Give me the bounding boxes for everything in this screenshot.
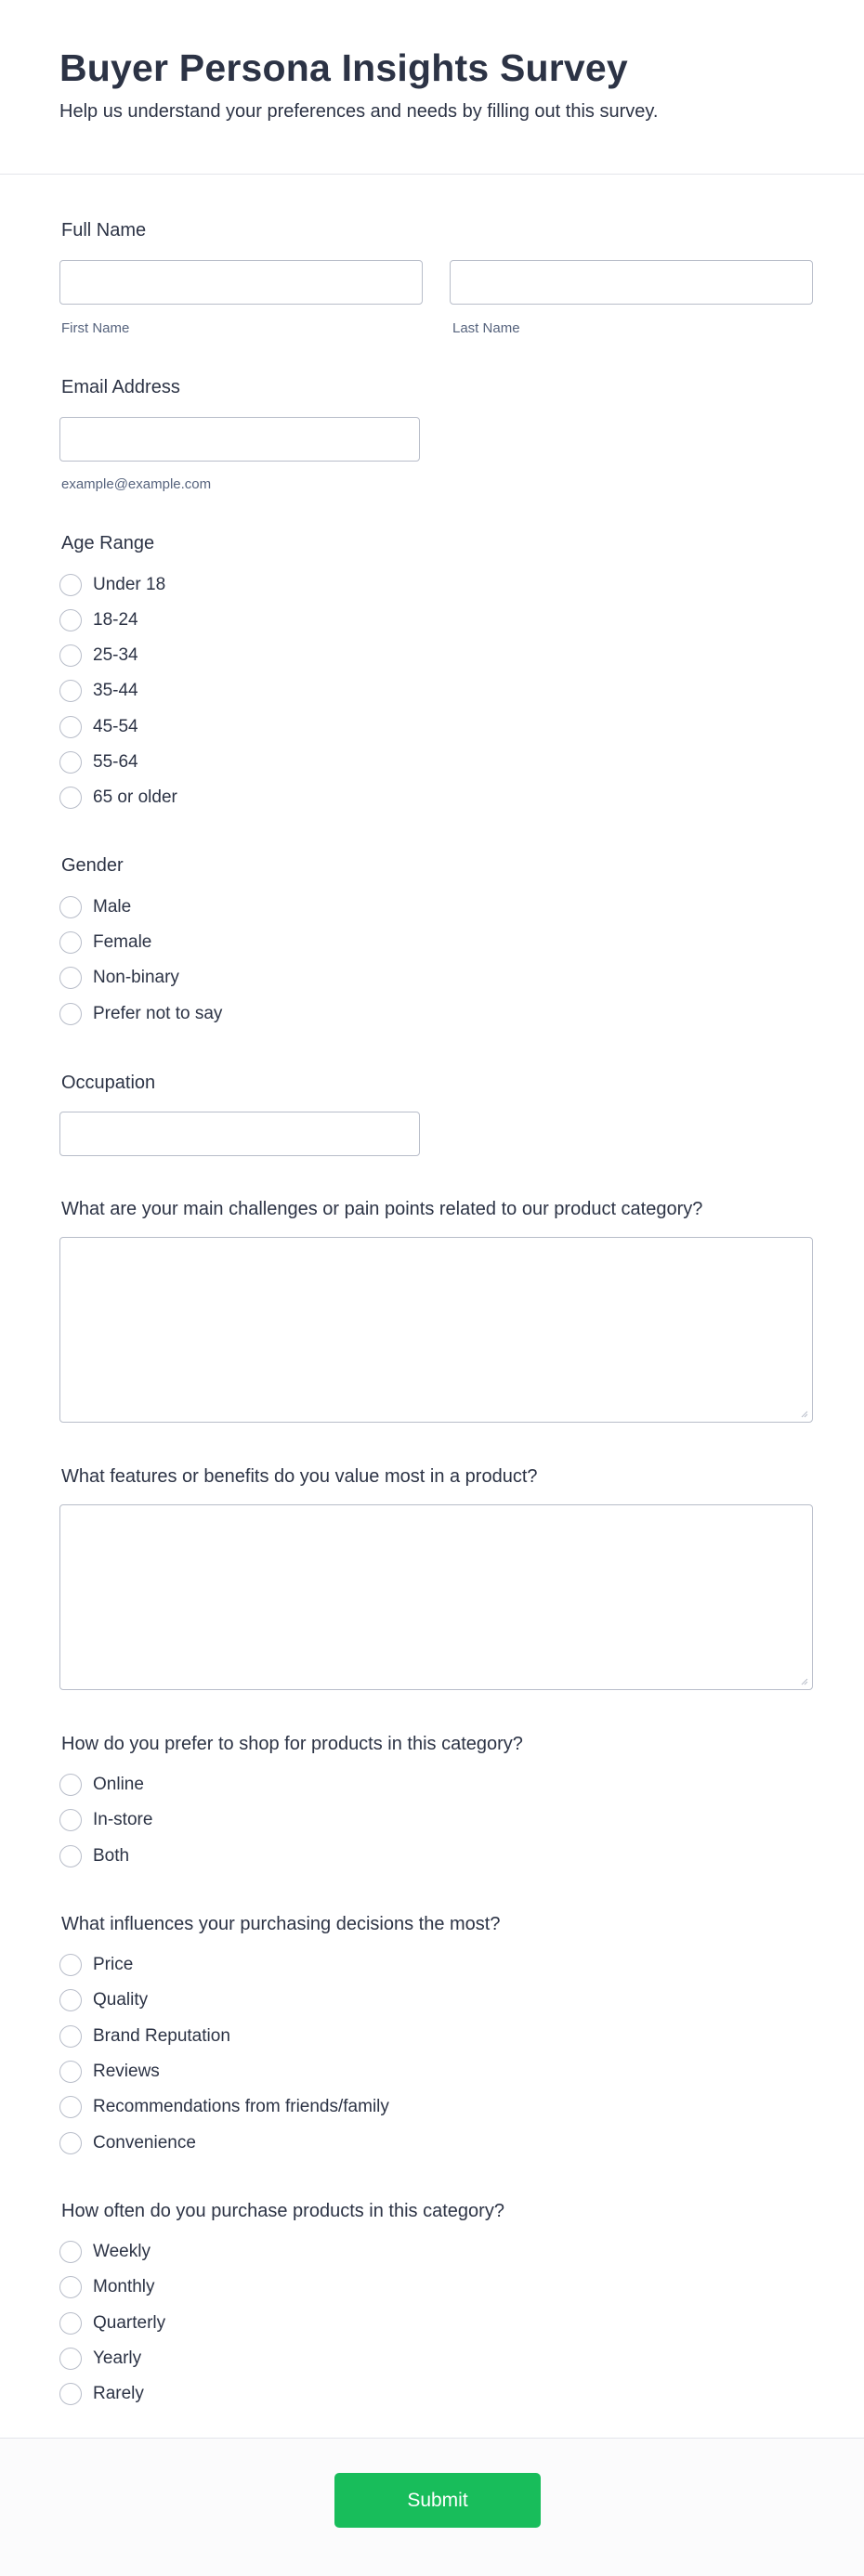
pain-points-label: What are your main challenges or pain points related to our product category? bbox=[61, 1199, 703, 1219]
influence-option-label: Quality bbox=[93, 1990, 149, 2010]
resize-grip-icon[interactable] bbox=[800, 1410, 808, 1418]
gender-option-label: Female bbox=[93, 932, 152, 952]
radio-button[interactable] bbox=[59, 1774, 82, 1796]
shopping-option[interactable] bbox=[59, 1773, 144, 1797]
last-name-sublabel: Last Name bbox=[452, 320, 520, 336]
occupation-label: Occupation bbox=[61, 1073, 156, 1093]
age-option[interactable] bbox=[59, 786, 177, 810]
influence-option-label: Convenience bbox=[93, 2133, 196, 2153]
radio-button[interactable] bbox=[59, 2096, 82, 2118]
radio-button[interactable] bbox=[59, 680, 82, 702]
frequency-option[interactable] bbox=[59, 2311, 165, 2335]
frequency-option-label: Monthly bbox=[93, 2277, 155, 2296]
shopping-option-label: Online bbox=[93, 1775, 144, 1794]
age-option[interactable] bbox=[59, 573, 165, 597]
occupation-input[interactable] bbox=[59, 1112, 420, 1156]
shopping-option[interactable] bbox=[59, 1844, 129, 1868]
radio-button[interactable] bbox=[59, 716, 82, 738]
form-header bbox=[0, 0, 864, 175]
age-option[interactable] bbox=[59, 679, 138, 703]
radio-button[interactable] bbox=[59, 574, 82, 596]
age-option-label: 18-24 bbox=[93, 610, 138, 630]
email-sublabel: example@example.com bbox=[61, 476, 212, 492]
frequency-option[interactable] bbox=[59, 2347, 141, 2371]
radio-button[interactable] bbox=[59, 2383, 82, 2405]
radio-button[interactable] bbox=[59, 2241, 82, 2263]
influence-option[interactable] bbox=[59, 2060, 160, 2084]
gender-option-label: Male bbox=[93, 897, 132, 917]
pain-points-textarea[interactable] bbox=[59, 1237, 813, 1423]
submit-button[interactable]: Submit bbox=[334, 2473, 541, 2528]
age-option-label: Under 18 bbox=[93, 575, 166, 594]
influence-option-label: Reviews bbox=[93, 2062, 160, 2081]
gender-option-label: Prefer not to say bbox=[93, 1004, 223, 1023]
radio-button[interactable] bbox=[59, 644, 82, 667]
influences-label: What influences your purchasing decisions the most? bbox=[61, 1914, 501, 1934]
radio-button[interactable] bbox=[59, 1989, 82, 2011]
gender-label: Gender bbox=[61, 855, 124, 876]
first-name-input[interactable] bbox=[59, 260, 423, 305]
gender-option[interactable] bbox=[59, 930, 151, 955]
radio-button[interactable] bbox=[59, 751, 82, 774]
age-option[interactable] bbox=[59, 608, 138, 632]
email-input[interactable] bbox=[59, 417, 420, 462]
influence-option[interactable] bbox=[59, 2131, 196, 2155]
last-name-input[interactable] bbox=[450, 260, 813, 305]
frequency-option-label: Weekly bbox=[93, 2242, 151, 2261]
age-option-label: 35-44 bbox=[93, 681, 138, 700]
features-label: What features or benefits do you value most in a product? bbox=[61, 1466, 538, 1487]
radio-button[interactable] bbox=[59, 2276, 82, 2298]
shopping-preference-label: How do you prefer to shop for products in this category? bbox=[61, 1734, 523, 1754]
influence-option-label: Recommendations from friends/family bbox=[93, 2097, 389, 2116]
gender-option[interactable] bbox=[59, 1002, 222, 1026]
full-name-label: Full Name bbox=[61, 220, 147, 241]
frequency-label: How often do you purchase products in this category? bbox=[61, 2201, 504, 2221]
gender-option[interactable] bbox=[59, 895, 131, 919]
form-title: Buyer Persona Insights Survey bbox=[59, 46, 628, 89]
influence-option-label: Price bbox=[93, 1955, 134, 1974]
shopping-option-label: Both bbox=[93, 1846, 130, 1866]
radio-button[interactable] bbox=[59, 609, 82, 631]
email-label: Email Address bbox=[61, 377, 180, 397]
influence-option[interactable] bbox=[59, 1988, 148, 2012]
shopping-option-label: In-store bbox=[93, 1810, 153, 1829]
age-range-label: Age Range bbox=[61, 533, 155, 553]
age-option-label: 65 or older bbox=[93, 787, 177, 807]
radio-button[interactable] bbox=[59, 2132, 82, 2154]
age-option-label: 25-34 bbox=[93, 645, 138, 665]
radio-button[interactable] bbox=[59, 1845, 82, 1867]
radio-button[interactable] bbox=[59, 1809, 82, 1831]
influence-option[interactable] bbox=[59, 2095, 389, 2119]
radio-button[interactable] bbox=[59, 967, 82, 989]
radio-button[interactable] bbox=[59, 787, 82, 809]
influence-option[interactable] bbox=[59, 2024, 230, 2049]
resize-grip-icon[interactable] bbox=[800, 1677, 808, 1685]
radio-button[interactable] bbox=[59, 2025, 82, 2048]
radio-button[interactable] bbox=[59, 1954, 82, 1976]
frequency-option[interactable] bbox=[59, 2382, 144, 2406]
radio-button[interactable] bbox=[59, 931, 82, 954]
influence-option[interactable] bbox=[59, 1953, 133, 1977]
gender-option-label: Non-binary bbox=[93, 968, 179, 987]
radio-button[interactable] bbox=[59, 896, 82, 918]
first-name-sublabel: First Name bbox=[61, 320, 130, 336]
influence-option-label: Brand Reputation bbox=[93, 2026, 230, 2046]
age-option-label: 55-64 bbox=[93, 752, 138, 772]
frequency-option[interactable] bbox=[59, 2275, 155, 2299]
shopping-option[interactable] bbox=[59, 1808, 152, 1832]
frequency-option-label: Yearly bbox=[93, 2348, 142, 2368]
features-textarea[interactable] bbox=[59, 1504, 813, 1690]
frequency-option-label: Rarely bbox=[93, 2384, 144, 2403]
frequency-option-label: Quarterly bbox=[93, 2313, 166, 2333]
age-option-label: 45-54 bbox=[93, 717, 138, 736]
age-option[interactable] bbox=[59, 750, 138, 774]
frequency-option[interactable] bbox=[59, 2240, 151, 2264]
age-option[interactable] bbox=[59, 715, 138, 739]
radio-button[interactable] bbox=[59, 2061, 82, 2083]
radio-button[interactable] bbox=[59, 2312, 82, 2335]
gender-option[interactable] bbox=[59, 966, 179, 990]
age-option[interactable] bbox=[59, 644, 138, 668]
radio-button[interactable] bbox=[59, 1003, 82, 1025]
form-subtitle: Help us understand your preferences and needs by filling out this survey. bbox=[59, 101, 659, 122]
radio-button[interactable] bbox=[59, 2348, 82, 2370]
